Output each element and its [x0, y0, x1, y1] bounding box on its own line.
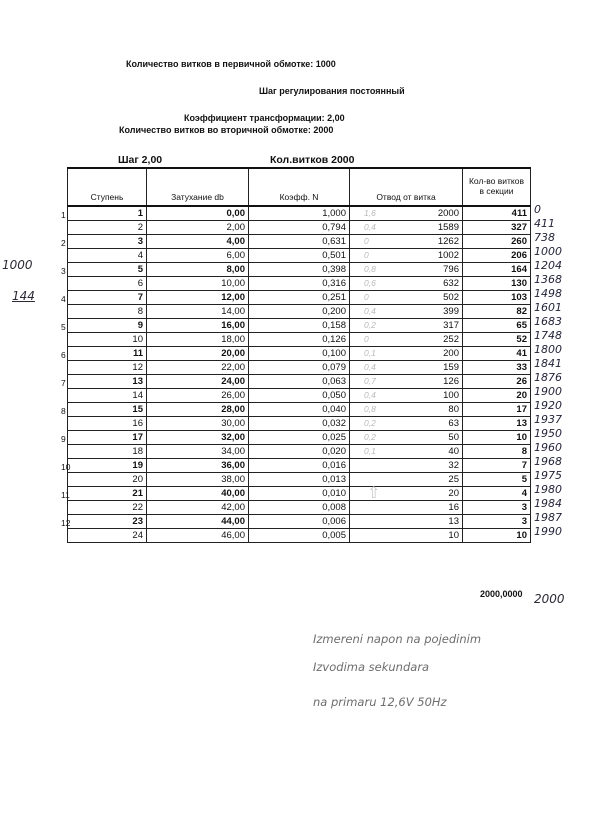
pencil-mark: 0,4	[364, 362, 376, 372]
cell-stage: 10	[68, 333, 147, 347]
tap-value: 10	[448, 529, 459, 541]
cell-stage: 17	[68, 431, 147, 445]
cell-stage: 5	[68, 263, 147, 277]
table-row	[68, 263, 531, 277]
stage-label: 11	[61, 490, 70, 500]
table-row	[68, 375, 531, 389]
pencil-mark: 0,8	[364, 404, 376, 414]
pencil-mark: 0	[364, 236, 369, 246]
tap-value: 159	[443, 361, 459, 373]
handwritten-cumulative-value: 1975	[534, 469, 562, 482]
cell-section-turns: 65	[463, 319, 531, 333]
cell-tap	[350, 417, 463, 431]
handwritten-cumulative-value: 0	[534, 203, 541, 216]
step-label: Шаг 2,00	[118, 154, 163, 166]
cell-section-turns: 206	[463, 249, 531, 263]
cell-tap	[350, 333, 463, 347]
cell-coefficient: 0,050	[249, 389, 350, 403]
cell-section-turns: 10	[463, 529, 531, 543]
table-row	[68, 361, 531, 375]
cell-tap	[350, 445, 463, 459]
cell-tap	[350, 389, 463, 403]
cell-coefficient: 0,126	[249, 333, 350, 347]
cell-section-turns: 20	[463, 389, 531, 403]
handwritten-cumulative-value: 1980	[534, 483, 562, 496]
tap-value: 1589	[437, 221, 459, 233]
cell-attenuation: 32,00	[147, 431, 249, 445]
table-row	[68, 417, 531, 431]
cell-section-turns: 3	[463, 501, 531, 515]
cell-stage: 1	[68, 206, 147, 221]
cell-tap	[350, 249, 463, 263]
cell-tap	[350, 361, 463, 375]
pencil-mark: 0,2	[364, 320, 376, 330]
table-row	[68, 501, 531, 515]
cell-attenuation: 10,00	[147, 277, 249, 291]
regulation-step-heading: Шаг регулирования постоянный	[259, 86, 405, 96]
cell-tap	[350, 235, 463, 249]
handwritten-total: 2000	[534, 592, 565, 606]
cell-stage: 22	[68, 501, 147, 515]
cell-coefficient: 1,000	[249, 206, 350, 221]
cell-attenuation: 34,00	[147, 445, 249, 459]
stage-label: 12	[61, 518, 71, 528]
cell-section-turns: 3	[463, 515, 531, 529]
tap-value: 40	[448, 445, 459, 457]
table-row	[68, 235, 531, 249]
handwritten-cumulative-value: 1368	[534, 273, 562, 286]
cell-coefficient: 0,063	[249, 375, 350, 389]
table-row	[68, 473, 531, 487]
cell-coefficient: 0,200	[249, 305, 350, 319]
handwritten-cumulative-value: 411	[534, 217, 555, 230]
pencil-arrow-icon: ⇧	[367, 485, 381, 502]
cell-tap	[350, 403, 463, 417]
table-row	[68, 445, 531, 459]
cell-coefficient: 0,631	[249, 235, 350, 249]
cell-attenuation: 4,00	[147, 235, 249, 249]
pencil-mark: 1,6	[364, 208, 376, 218]
handwritten-cumulative-value: 1000	[534, 245, 562, 258]
tap-value: 796	[443, 263, 459, 275]
table-row	[68, 389, 531, 403]
cell-coefficient: 0,008	[249, 501, 350, 515]
cell-coefficient: 0,016	[249, 459, 350, 473]
pencil-mark: 0,7	[364, 376, 376, 386]
primary-turns-heading: Количество витков в первичной обмотке: 1000	[126, 59, 336, 69]
handwritten-cumulative-value: 1990	[534, 525, 562, 538]
cell-stage: 6	[68, 277, 147, 291]
cell-stage: 8	[68, 305, 147, 319]
cell-attenuation: 16,00	[147, 319, 249, 333]
handwritten-cumulative-value: 1876	[534, 371, 562, 384]
table-row	[68, 333, 531, 347]
handwritten-cumulative-value: 1683	[534, 315, 562, 328]
tap-value: 1262	[437, 235, 459, 247]
pencil-mark: 0,4	[364, 306, 376, 316]
cell-stage: 24	[68, 529, 147, 543]
col-header-section-turns: Кол-во витков в секции	[463, 168, 531, 206]
pencil-mark: 0,1	[364, 348, 376, 358]
stage-label: 4	[61, 294, 66, 304]
col-header-coefficient: Коэфф. N	[249, 168, 350, 206]
cell-attenuation: 42,00	[147, 501, 249, 515]
cell-stage: 12	[68, 361, 147, 375]
handwritten-cumulative-value: 1984	[534, 497, 562, 510]
table-row	[68, 347, 531, 361]
cell-tap	[350, 515, 463, 529]
table-row	[68, 431, 531, 445]
cell-attenuation: 12,00	[147, 291, 249, 305]
cell-attenuation: 44,00	[147, 515, 249, 529]
col-header-attenuation: Затухание db	[147, 168, 249, 206]
cell-coefficient: 0,020	[249, 445, 350, 459]
table-total: 2000,0000	[480, 589, 523, 599]
cell-attenuation: 6,00	[147, 249, 249, 263]
stage-label: 1	[61, 210, 66, 220]
cell-stage: 16	[68, 417, 147, 431]
pencil-mark: 0,2	[364, 432, 376, 442]
cell-section-turns: 260	[463, 235, 531, 249]
cell-attenuation: 18,00	[147, 333, 249, 347]
table-row	[68, 487, 531, 501]
tap-value: 100	[443, 389, 459, 401]
cell-tap	[350, 263, 463, 277]
pencil-mark: 0,8	[364, 264, 376, 274]
table-row	[68, 529, 531, 543]
cell-stage: 21	[68, 487, 147, 501]
cell-stage: 4	[68, 249, 147, 263]
cell-section-turns: 33	[463, 361, 531, 375]
stage-label: 5	[61, 322, 66, 332]
table-row	[68, 206, 531, 221]
cell-section-turns: 327	[463, 221, 531, 235]
tap-value: 317	[443, 319, 459, 331]
tap-value: 25	[448, 473, 459, 485]
cell-coefficient: 0,032	[249, 417, 350, 431]
col-header-tap: Отвод от витка	[350, 168, 463, 206]
tap-value: 80	[448, 403, 459, 415]
cell-attenuation: 14,00	[147, 305, 249, 319]
cell-attenuation: 24,00	[147, 375, 249, 389]
col-header-stage: Ступень	[68, 168, 147, 206]
cell-section-turns: 26	[463, 375, 531, 389]
cell-tap	[350, 277, 463, 291]
cell-section-turns: 82	[463, 305, 531, 319]
secondary-turns-heading: Количество витков во вторичной обмотке: 2000	[119, 125, 334, 135]
cell-section-turns: 103	[463, 291, 531, 305]
turns-table	[67, 167, 531, 543]
table-row	[68, 403, 531, 417]
pencil-mark: 0	[364, 250, 369, 260]
handwritten-cumulative-value: 1841	[534, 357, 562, 370]
tap-value: 126	[443, 375, 459, 387]
cell-stage: 20	[68, 473, 147, 487]
cell-coefficient: 0,158	[249, 319, 350, 333]
handwritten-cumulative-value: 1601	[534, 301, 562, 314]
cell-coefficient: 0,501	[249, 249, 350, 263]
cell-tap	[350, 529, 463, 543]
stage-label: 9	[61, 434, 66, 444]
handwritten-cumulative-value: 1987	[534, 511, 562, 524]
pencil-mark: 0,4	[364, 222, 376, 232]
stage-label: 8	[61, 406, 66, 416]
cell-tap	[350, 431, 463, 445]
cell-attenuation: 22,00	[147, 361, 249, 375]
table-row	[68, 221, 531, 235]
cell-coefficient: 0,013	[249, 473, 350, 487]
handwritten-cumulative-value: 1498	[534, 287, 562, 300]
handwritten-cumulative-value: 1748	[534, 329, 562, 342]
handwritten-cumulative-value: 1960	[534, 441, 562, 454]
cell-section-turns: 4	[463, 487, 531, 501]
table-row	[68, 459, 531, 473]
cell-stage: 23	[68, 515, 147, 529]
cell-tap	[350, 305, 463, 319]
stage-label: 7	[61, 378, 66, 388]
tap-value: 2000	[437, 207, 459, 219]
handwritten-cumulative-value: 1968	[534, 455, 562, 468]
cell-stage: 7	[68, 291, 147, 305]
stage-label: 6	[61, 350, 66, 360]
cell-section-turns: 13	[463, 417, 531, 431]
cell-coefficient: 0,040	[249, 403, 350, 417]
handwritten-cumulative-value: 1950	[534, 427, 562, 440]
tap-value: 20	[448, 487, 459, 499]
cell-coefficient: 0,251	[249, 291, 350, 305]
tap-value: 632	[443, 277, 459, 289]
cell-attenuation: 20,00	[147, 347, 249, 361]
transform-ratio-heading: Коэффициент трансформации: 2,00	[184, 113, 345, 123]
cell-attenuation: 28,00	[147, 403, 249, 417]
cell-stage: 15	[68, 403, 147, 417]
table-row	[68, 515, 531, 529]
handwritten-cumulative-value: 738	[534, 231, 555, 244]
cell-attenuation: 8,00	[147, 263, 249, 277]
cell-tap	[350, 347, 463, 361]
cell-coefficient: 0,005	[249, 529, 350, 543]
table-row	[68, 305, 531, 319]
pencil-mark: 0,6	[364, 278, 376, 288]
tap-value: 200	[443, 347, 459, 359]
tap-value: 63	[448, 417, 459, 429]
cell-tap	[350, 375, 463, 389]
cell-attenuation: 0,00	[147, 206, 249, 221]
pencil-mark: 0	[364, 292, 369, 302]
cell-coefficient: 0,025	[249, 431, 350, 445]
cell-section-turns: 164	[463, 263, 531, 277]
cell-coefficient: 0,006	[249, 515, 350, 529]
cell-coefficient: 0,100	[249, 347, 350, 361]
cell-stage: 13	[68, 375, 147, 389]
cell-stage: 14	[68, 389, 147, 403]
cell-stage: 3	[68, 235, 147, 249]
cell-section-turns: 41	[463, 347, 531, 361]
table-row	[68, 291, 531, 305]
pencil-mark: 0,4	[364, 390, 376, 400]
tap-value: 1002	[437, 249, 459, 261]
cell-stage: 18	[68, 445, 147, 459]
table-row	[68, 319, 531, 333]
cell-coefficient: 0,398	[249, 263, 350, 277]
tap-value: 32	[448, 459, 459, 471]
cell-section-turns: 411	[463, 206, 531, 221]
cell-attenuation: 46,00	[147, 529, 249, 543]
handwritten-cumulative-value: 1800	[534, 343, 562, 356]
handwritten-left-bottom: 144	[12, 289, 35, 303]
tap-value: 16	[448, 501, 459, 513]
cell-section-turns: 8	[463, 445, 531, 459]
table-body	[68, 206, 531, 543]
cell-section-turns: 7	[463, 459, 531, 473]
cell-coefficient: 0,794	[249, 221, 350, 235]
cell-stage: 11	[68, 347, 147, 361]
pencil-mark: 0,2	[364, 418, 376, 428]
table-header-row	[68, 168, 531, 206]
tap-value: 13	[448, 515, 459, 527]
table-row	[68, 277, 531, 291]
cell-coefficient: 0,316	[249, 277, 350, 291]
handwritten-cumulative-value: 1900	[534, 385, 562, 398]
tap-value: 502	[443, 291, 459, 303]
cell-tap	[350, 206, 463, 221]
cell-stage: 9	[68, 319, 147, 333]
cell-attenuation: 2,00	[147, 221, 249, 235]
cell-tap	[350, 291, 463, 305]
cell-section-turns: 130	[463, 277, 531, 291]
cell-attenuation: 36,00	[147, 459, 249, 473]
stage-label: 2	[61, 238, 66, 248]
cell-section-turns: 5	[463, 473, 531, 487]
cell-tap	[350, 221, 463, 235]
pencil-mark: 0,1	[364, 446, 376, 456]
tap-value: 252	[443, 333, 459, 345]
handwritten-cumulative-value: 1937	[534, 413, 562, 426]
handwritten-note-line-3: na primaru 12,6V 50Hz	[313, 695, 447, 709]
tap-value: 399	[443, 305, 459, 317]
stage-label: 10	[61, 462, 71, 472]
handwritten-note-line-2: Izvodima sekundara	[313, 660, 430, 674]
cell-tap	[350, 319, 463, 333]
turns-label: Кол.витков 2000	[270, 154, 355, 166]
pencil-mark: 0	[364, 334, 369, 344]
cell-stage: 2	[68, 221, 147, 235]
handwritten-note-line-1: Izmereni napon na pojedinim	[313, 632, 482, 646]
handwritten-cumulative-value: 1920	[534, 399, 562, 412]
cell-tap	[350, 459, 463, 473]
cell-attenuation: 26,00	[147, 389, 249, 403]
cell-section-turns: 10	[463, 431, 531, 445]
cell-attenuation: 40,00	[147, 487, 249, 501]
cell-coefficient: 0,010	[249, 487, 350, 501]
cell-section-turns: 52	[463, 333, 531, 347]
table-row	[68, 249, 531, 263]
handwritten-cumulative-value: 1204	[534, 259, 562, 272]
cell-stage: 19	[68, 459, 147, 473]
cell-attenuation: 30,00	[147, 417, 249, 431]
cell-section-turns: 17	[463, 403, 531, 417]
handwritten-left-top: 1000	[2, 258, 33, 272]
cell-attenuation: 38,00	[147, 473, 249, 487]
cell-coefficient: 0,079	[249, 361, 350, 375]
tap-value: 50	[448, 431, 459, 443]
stage-label: 3	[61, 266, 66, 276]
